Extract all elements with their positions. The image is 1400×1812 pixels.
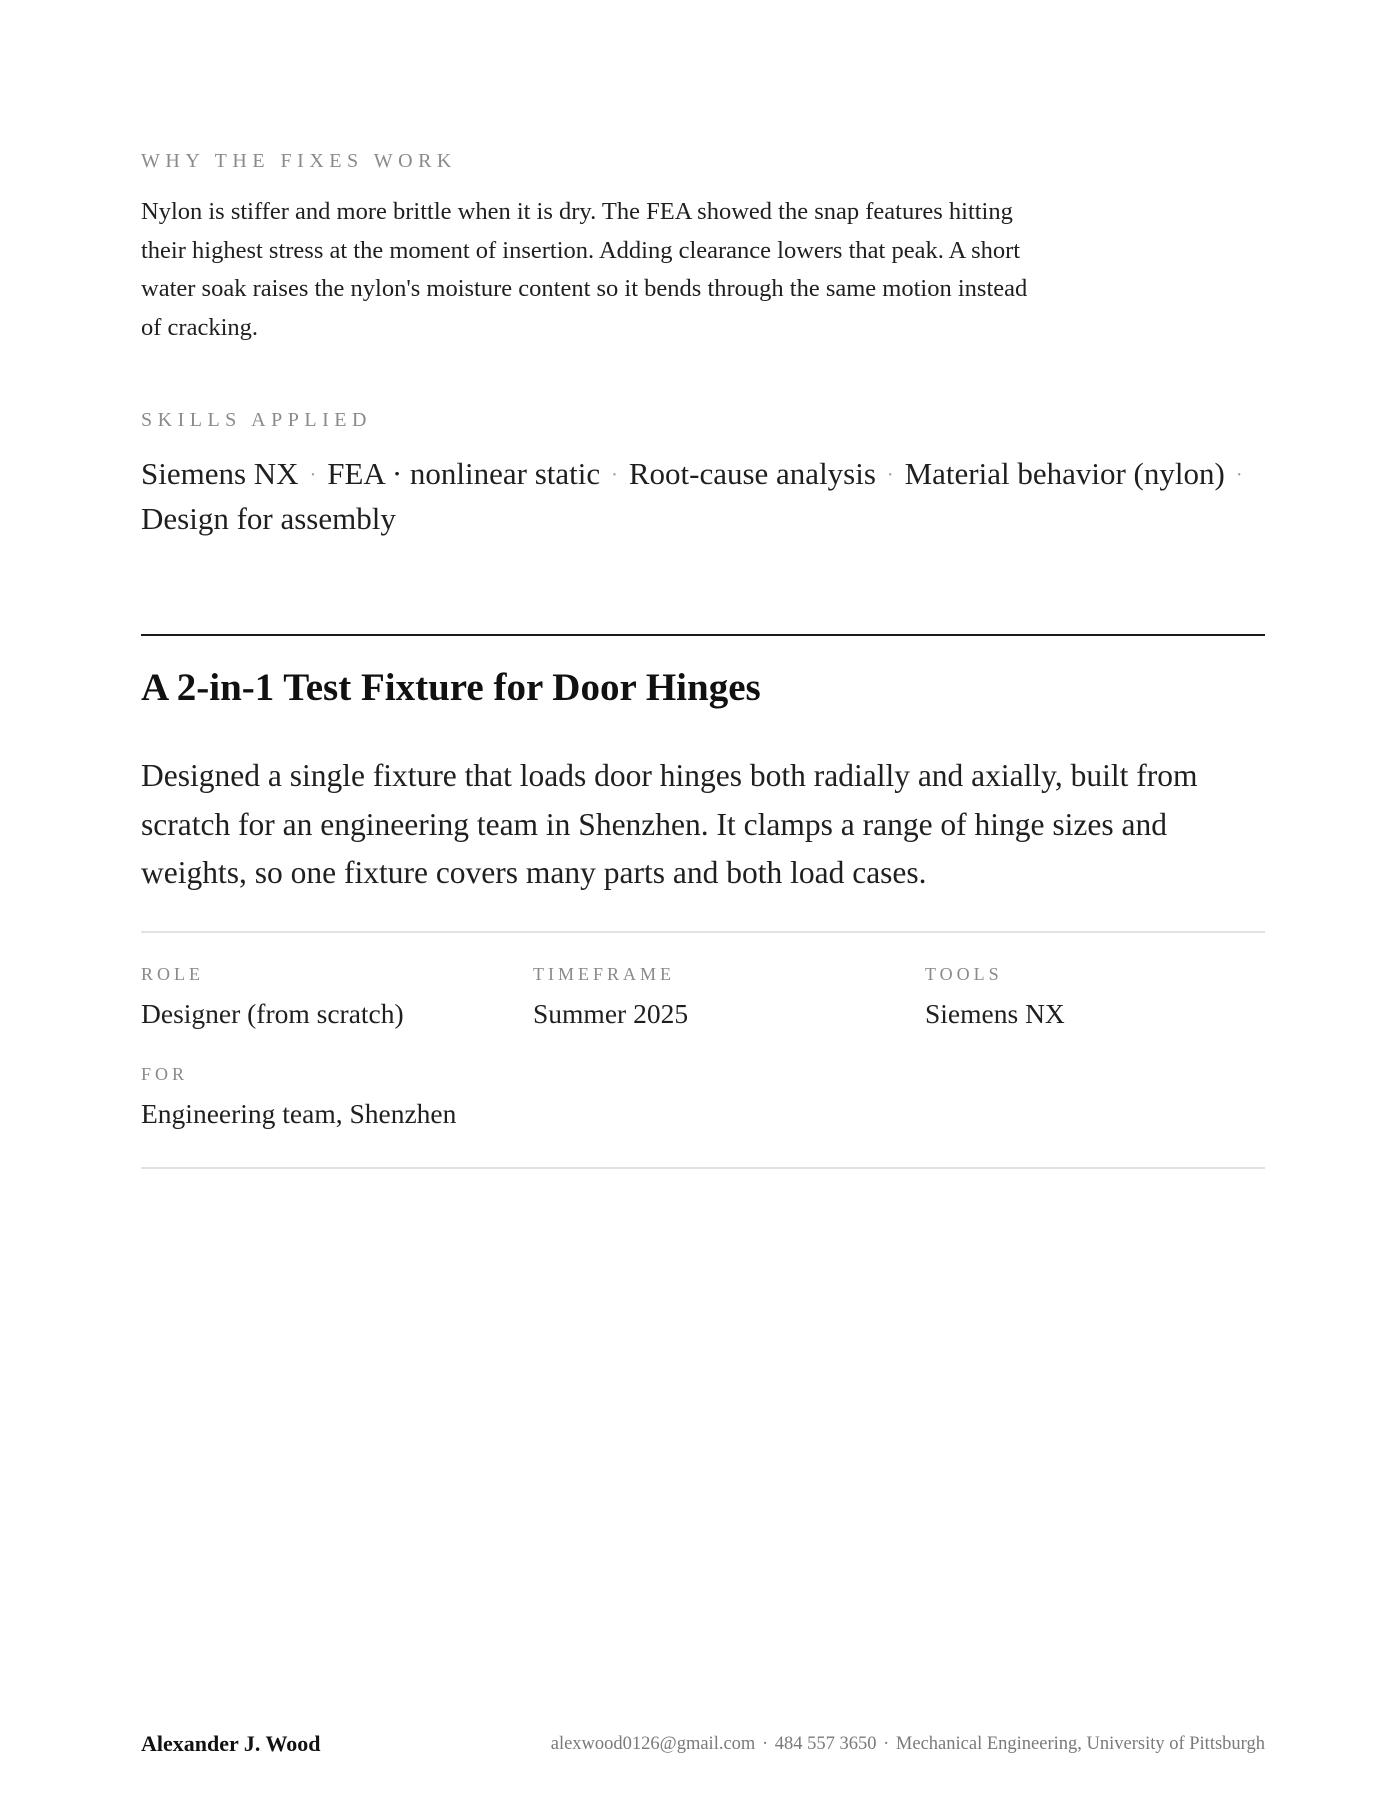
tools-label: TOOLS [925, 964, 1003, 984]
skills-list [141, 452, 1265, 541]
skill-separator: · [309, 464, 317, 486]
footer-separator: · [883, 1734, 890, 1754]
timeframe-label: TIMEFRAME [533, 964, 676, 984]
skill-item: Root-cause analysis [628, 456, 876, 491]
skill-separator: · [886, 464, 894, 486]
meta-top-divider [141, 931, 1265, 933]
skill-item: Material behavior (nylon) [904, 456, 1225, 491]
why-section-title: WHY THE FIXES WORK [141, 150, 457, 172]
for-value: Engineering team, Shenzhen [141, 1098, 457, 1129]
meta-bottom-divider [141, 1167, 1265, 1169]
tools-value: Siemens NX [925, 998, 1065, 1029]
skill-item: Siemens NX [141, 456, 299, 491]
skill-separator: · [1235, 464, 1243, 486]
footer-contact [551, 1734, 1265, 1755]
role-label: ROLE [141, 964, 204, 984]
footer-name: Alexander J. Wood [141, 1731, 321, 1756]
project-title: A 2-in-1 Test Fixture for Door Hinges [141, 666, 761, 709]
role-value: Designer (from scratch) [141, 998, 404, 1029]
project-summary: Designed a single fixture that loads door hinges both radially and axially, built from scratch for an engineering team in Shenzhen. It clamps a range of hinge sizes and weights, so one fixture covers many parts and both load cases. [141, 758, 1198, 890]
footer-email: alexwood0126@gmail.com [550, 1734, 756, 1754]
for-label: FOR [141, 1064, 189, 1084]
skill-item: FEA · nonlinear static [327, 456, 601, 491]
footer-program: Mechanical Engineering, University of Pittsburgh [895, 1734, 1265, 1754]
footer-phone: 484 557 3650 [774, 1734, 877, 1754]
skill-separator: · [611, 464, 618, 486]
section-divider [141, 634, 1265, 636]
skills-section-title: SKILLS APPLIED [141, 409, 372, 431]
skill-item: Design for assembly [141, 501, 396, 536]
why-section-body: Nylon is stiffer and more brittle when it is dry. The FEA showed the snap features hitting their highest stress at the moment of insertion. Adding clearance lowers that peak. A short water soak raises the nylon's moisture content so it bends through the same motion instead of cracking. [141, 198, 1028, 341]
timeframe-value: Summer 2025 [533, 998, 689, 1029]
footer-separator: · [761, 1734, 769, 1754]
